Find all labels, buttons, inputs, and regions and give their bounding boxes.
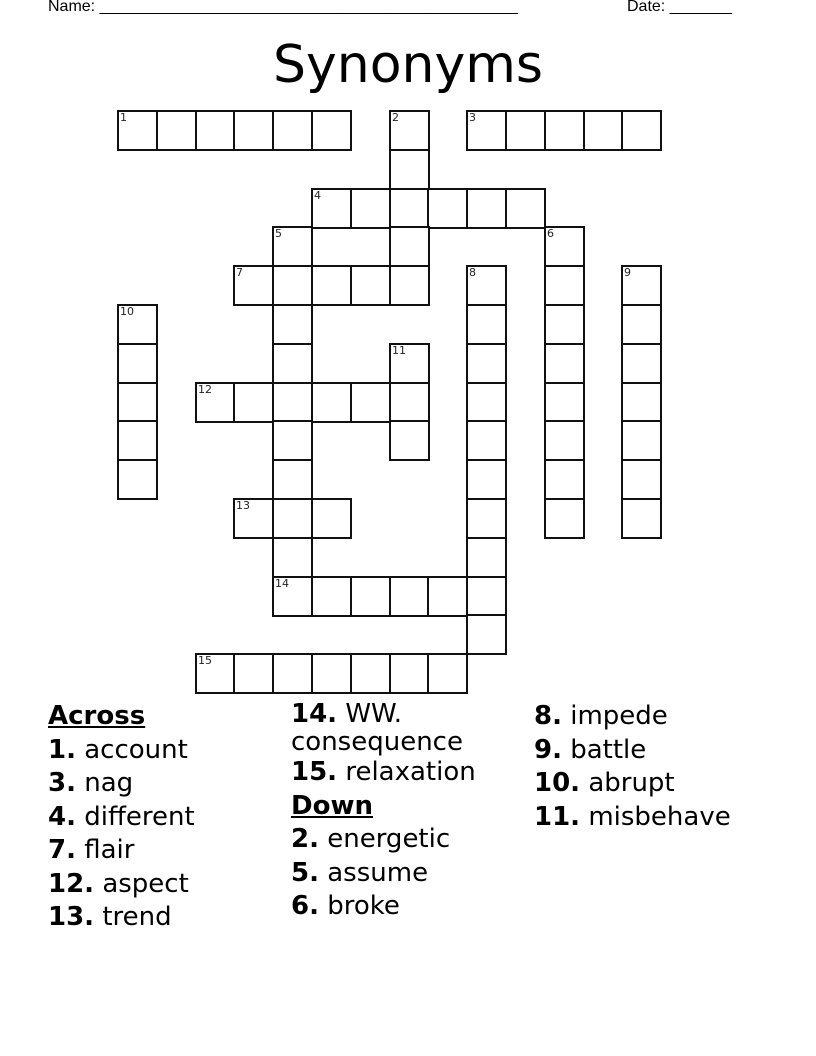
- crossword-cell[interactable]: [195, 110, 236, 151]
- crossword-cell[interactable]: [466, 614, 507, 655]
- down-heading: Down: [291, 790, 373, 821]
- cell-number: 12: [198, 383, 212, 396]
- crossword-cell[interactable]: [466, 265, 507, 306]
- clues-column-1: [48, 700, 288, 935]
- crossword-cell[interactable]: [272, 498, 313, 539]
- crossword-cell[interactable]: [427, 188, 468, 229]
- clue-text: energetic: [318, 824, 451, 854]
- crossword-cell[interactable]: [466, 459, 507, 500]
- crossword-cell[interactable]: [621, 498, 662, 539]
- clue-text: WW. consequence: [291, 699, 463, 757]
- across-heading: Across: [48, 701, 146, 731]
- crossword-cell[interactable]: [466, 304, 507, 345]
- clue-text: trend: [94, 902, 172, 932]
- crossword-cell[interactable]: [544, 459, 585, 500]
- crossword-cell[interactable]: [466, 110, 507, 151]
- cell-number: 13: [236, 499, 250, 512]
- cell-number: 10: [120, 305, 134, 318]
- cell-number: 14: [275, 577, 289, 590]
- clue-text: broke: [318, 891, 400, 921]
- crossword-cell[interactable]: [621, 420, 662, 461]
- crossword-cell[interactable]: [427, 653, 468, 694]
- crossword-cell[interactable]: [389, 576, 430, 617]
- crossword-cell[interactable]: [233, 382, 274, 423]
- crossword-cell[interactable]: [427, 576, 468, 617]
- crossword-cell[interactable]: [233, 265, 274, 306]
- crossword-cell[interactable]: [466, 343, 507, 384]
- crossword-cell[interactable]: [621, 459, 662, 500]
- clue-across-14: [291, 700, 531, 756]
- clue-down-9: [534, 734, 794, 768]
- crossword-cell[interactable]: [466, 576, 507, 617]
- name-field-label: Name: _______________________________________________: [48, 0, 518, 15]
- crossword-cell[interactable]: [117, 420, 158, 461]
- clue-text: aspect: [94, 868, 189, 899]
- crossword-cell[interactable]: [389, 653, 430, 694]
- crossword-cell[interactable]: [621, 265, 662, 306]
- clue-down-8: [534, 700, 794, 734]
- crossword-cell[interactable]: [583, 110, 624, 151]
- crossword-cell[interactable]: [389, 382, 430, 423]
- clue-number: 11.: [534, 801, 581, 832]
- clue-down-5: [291, 857, 531, 891]
- crossword-cell[interactable]: [389, 188, 430, 229]
- clue-text: nag: [75, 768, 134, 798]
- clue-across-13: [48, 901, 288, 935]
- clue-number: 8.: [534, 701, 562, 731]
- clue-text: impede: [561, 701, 668, 731]
- clue-text: assume: [318, 857, 429, 888]
- cell-number: 8: [469, 266, 476, 279]
- crossword-cell[interactable]: [311, 382, 352, 423]
- clue-across-7: [48, 834, 288, 868]
- clue-number: 6.: [291, 891, 319, 921]
- crossword-cell[interactable]: [117, 304, 158, 345]
- clue-text: misbehave: [580, 801, 731, 832]
- crossword-cell[interactable]: [389, 149, 430, 190]
- crossword-cell[interactable]: [544, 110, 585, 151]
- crossword-cell[interactable]: [272, 110, 313, 151]
- cell-number: 2: [392, 111, 399, 124]
- crossword-cell[interactable]: [272, 304, 313, 345]
- crossword-cell[interactable]: [233, 110, 274, 151]
- page-title: Synonyms: [272, 35, 544, 95]
- crossword-cell[interactable]: [466, 498, 507, 539]
- crossword-cell[interactable]: [621, 343, 662, 384]
- cell-number: 3: [469, 111, 476, 124]
- crossword-cell[interactable]: [195, 653, 236, 694]
- cell-number: 4: [314, 189, 321, 202]
- clue-text: account: [75, 734, 188, 765]
- crossword-cell[interactable]: [272, 265, 313, 306]
- crossword-cell[interactable]: [466, 537, 507, 578]
- clue-number: 4.: [48, 801, 76, 832]
- crossword-cell[interactable]: [311, 188, 352, 229]
- clue-number: 15.: [291, 757, 338, 787]
- crossword-cell[interactable]: [544, 498, 585, 539]
- clue-down-10: [534, 767, 794, 801]
- cell-number: 1: [120, 111, 127, 124]
- clue-across-15: [291, 756, 531, 790]
- clues-column-2: [291, 700, 531, 924]
- crossword-cell[interactable]: [272, 459, 313, 500]
- clue-text: abrupt: [580, 768, 675, 798]
- crossword-cell[interactable]: [505, 188, 546, 229]
- crossword-cell[interactable]: [466, 420, 507, 461]
- crossword-cell[interactable]: [117, 343, 158, 384]
- crossword-cell[interactable]: [233, 653, 274, 694]
- crossword-cell[interactable]: [156, 110, 197, 151]
- clue-number: 7.: [48, 835, 76, 865]
- crossword-cell[interactable]: [544, 226, 585, 267]
- cell-number: 11: [392, 344, 406, 357]
- clue-number: 5.: [291, 857, 319, 888]
- crossword-cell[interactable]: [195, 382, 236, 423]
- crossword-cell[interactable]: [350, 188, 391, 229]
- crossword-cell[interactable]: [233, 498, 274, 539]
- crossword-cell[interactable]: [311, 110, 352, 151]
- clue-number: 2.: [291, 824, 319, 854]
- clue-across-12: [48, 868, 288, 902]
- crossword-cell[interactable]: [389, 110, 430, 151]
- crossword-cell[interactable]: [389, 343, 430, 384]
- cell-number: 6: [547, 227, 554, 240]
- clue-number: 10.: [534, 768, 581, 798]
- crossword-cell[interactable]: [544, 382, 585, 423]
- crossword-cell[interactable]: [272, 420, 313, 461]
- crossword-cell[interactable]: [544, 265, 585, 306]
- crossword-cell[interactable]: [466, 188, 507, 229]
- clue-down-11: [534, 801, 794, 835]
- crossword-cell[interactable]: [389, 226, 430, 267]
- clues-column-3: [534, 700, 794, 834]
- clue-across-4: [48, 801, 288, 835]
- clue-text: battle: [561, 734, 647, 765]
- crossword-cell[interactable]: [350, 382, 391, 423]
- crossword-cell[interactable]: [466, 382, 507, 423]
- cell-number: 9: [624, 266, 631, 279]
- cell-number: 7: [236, 266, 243, 279]
- crossword-cell[interactable]: [544, 304, 585, 345]
- crossword-cell[interactable]: [117, 110, 158, 151]
- crossword-cell[interactable]: [311, 576, 352, 617]
- clue-down-2: [291, 823, 531, 857]
- crossword-cell[interactable]: [350, 265, 391, 306]
- crossword-cell[interactable]: [621, 304, 662, 345]
- cell-number: 15: [198, 654, 212, 667]
- crossword-cell[interactable]: [621, 110, 662, 151]
- crossword-cell[interactable]: [272, 537, 313, 578]
- clue-down-6: [291, 890, 531, 924]
- clue-text: flair: [75, 835, 135, 865]
- clue-number: 1.: [48, 734, 76, 765]
- crossword-cell[interactable]: [505, 110, 546, 151]
- crossword-cell[interactable]: [311, 653, 352, 694]
- crossword-cell[interactable]: [117, 459, 158, 500]
- clue-number: 9.: [534, 734, 562, 765]
- crossword-cell[interactable]: [350, 576, 391, 617]
- crossword-cell[interactable]: [389, 265, 430, 306]
- clue-across-1: [48, 734, 288, 768]
- crossword-cell[interactable]: [350, 653, 391, 694]
- clue-number: 12.: [48, 868, 95, 899]
- crossword-cell[interactable]: [311, 498, 352, 539]
- clue-text: relaxation: [337, 757, 476, 787]
- crossword-cell[interactable]: [272, 382, 313, 423]
- clue-number: 14.: [291, 699, 338, 729]
- clue-number: 13.: [48, 902, 95, 932]
- crossword-cell[interactable]: [621, 382, 662, 423]
- crossword-cell[interactable]: [544, 343, 585, 384]
- crossword-cell[interactable]: [272, 576, 313, 617]
- crossword-cell[interactable]: [272, 343, 313, 384]
- crossword-cell[interactable]: [311, 265, 352, 306]
- clue-across-3: [48, 767, 288, 801]
- clue-number: 3.: [48, 768, 76, 798]
- cell-number: 5: [275, 227, 282, 240]
- date-field-label: Date: _______: [627, 0, 732, 15]
- crossword-cell[interactable]: [117, 382, 158, 423]
- crossword-cell[interactable]: [272, 226, 313, 267]
- crossword-cell[interactable]: [389, 420, 430, 461]
- crossword-cell[interactable]: [272, 653, 313, 694]
- crossword-cell[interactable]: [544, 420, 585, 461]
- clue-text: different: [75, 801, 195, 832]
